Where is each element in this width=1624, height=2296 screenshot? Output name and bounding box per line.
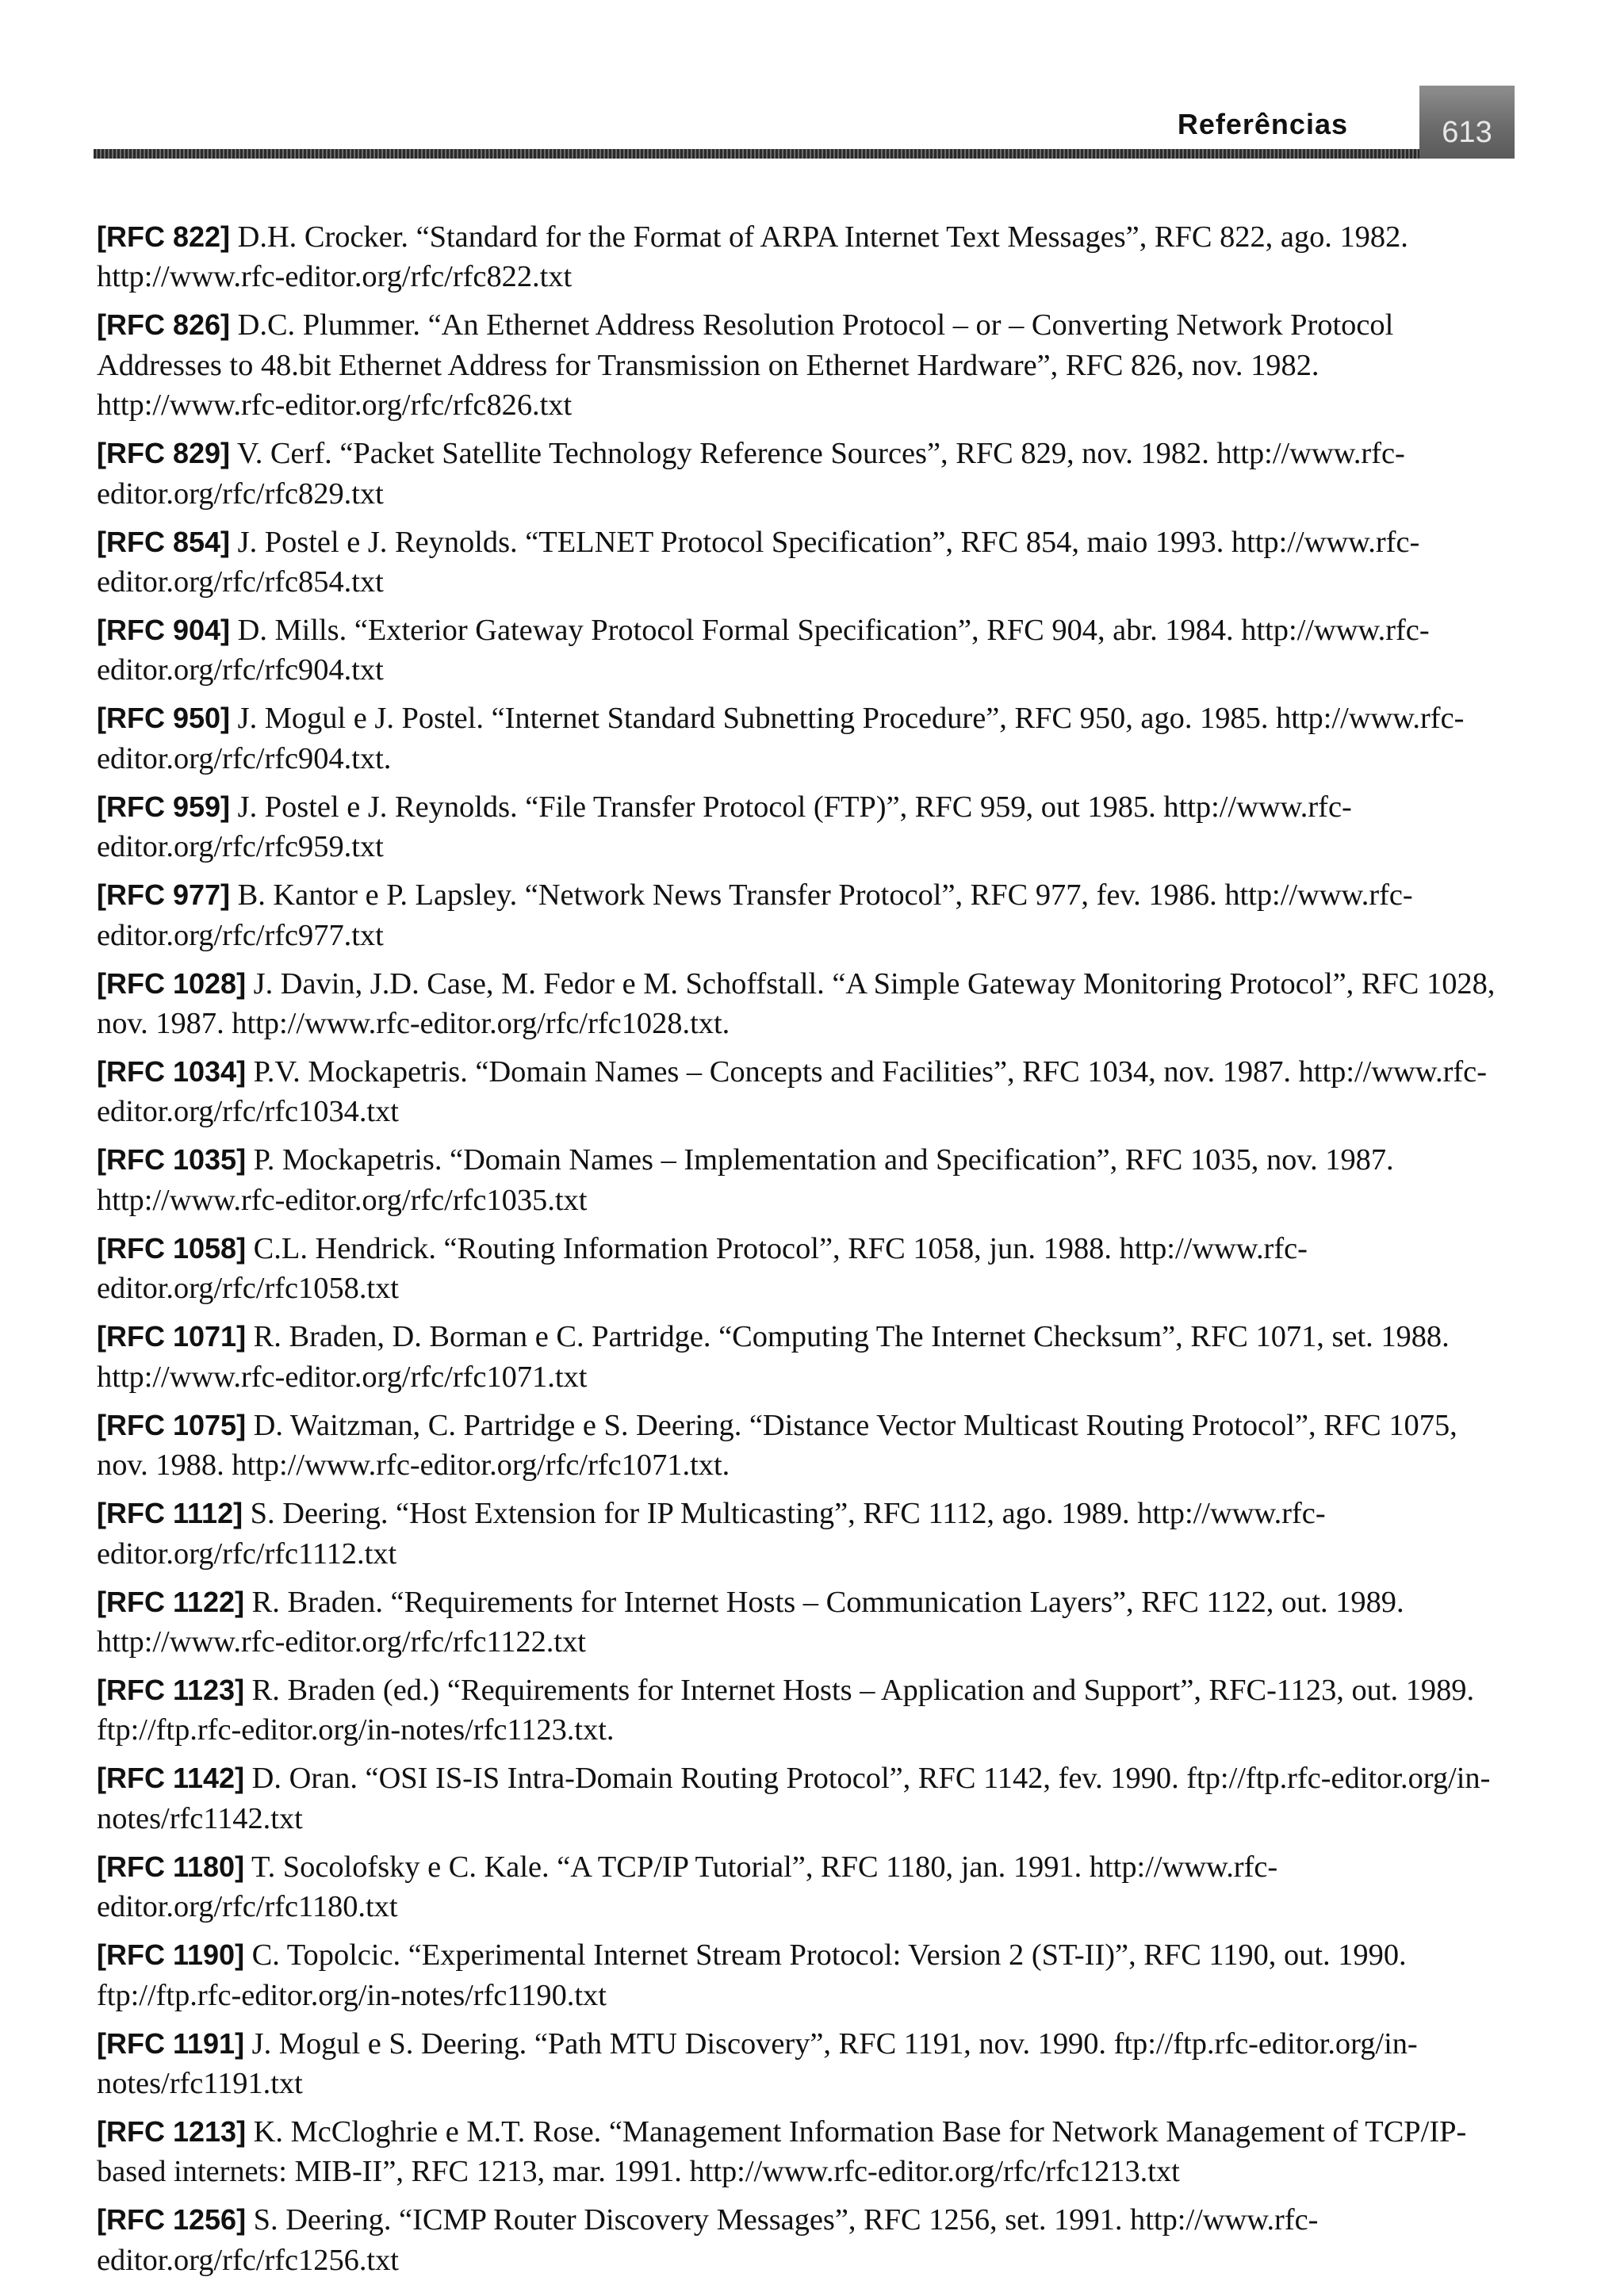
reference-key: [RFC 1213]: [97, 2114, 247, 2148]
reference-entry: [97, 522, 1504, 603]
reference-text: P.V. Mockapetris. “Domain Names – Concepts and Facilities”, RFC 1034, nov. 1987. http://www.rfc-editor.org/rfc/rfc1034.txt: [97, 1055, 1488, 1129]
page-number-tab: [1419, 86, 1515, 159]
reference-entry: [97, 1052, 1504, 1132]
reference-entry: [97, 875, 1504, 955]
running-header: [94, 86, 1515, 159]
reference-entry: [97, 1140, 1504, 1220]
reference-text: J. Mogul e J. Postel. “Internet Standard Subnetting Procedure”, RFC 950, ago. 1985. http://www.rfc-editor.org/rfc/rfc904.txt.: [97, 702, 1465, 775]
reference-entry: [97, 1670, 1504, 1751]
reference-text: D.H. Crocker. “Standard for the Format of ARPA Internet Text Messages”, RFC 822, ago. 1982. http://www.rfc-editor.org/rfc/rfc822.txt: [97, 220, 1408, 294]
reference-key: [RFC 1034]: [97, 1055, 247, 1089]
reference-key: [RFC 1122]: [97, 1585, 245, 1618]
reference-key: [RFC 950]: [97, 702, 231, 735]
reference-text: R. Braden (ed.) “Requirements for Internet Hosts – Application and Support”, RFC-1123, out. 1989. ftp://ftp.rfc-editor.org/in-notes/rfc1123.txt.: [97, 1673, 1475, 1747]
reference-entry: [97, 1758, 1504, 1839]
reference-key: [RFC 1256]: [97, 2203, 247, 2237]
references-list: [97, 217, 1504, 2289]
reference-text: D. Mills. “Exterior Gateway Protocol Formal Specification”, RFC 904, abr. 1984. http://www.rfc-editor.org/rfc/rfc904.txt: [97, 614, 1430, 687]
reference-text: J. Postel e J. Reynolds. “File Transfer Protocol (FTP)”, RFC 959, out 1985. http://www.rfc-editor.org/rfc/rfc959.txt: [97, 790, 1352, 864]
reference-key: [RFC 1142]: [97, 1762, 245, 1795]
reference-key: [RFC 1123]: [97, 1673, 245, 1706]
reference-text: B. Kantor e P. Lapsley. “Network News Transfer Protocol”, RFC 977, fev. 1986. http://www.rfc-editor.org/rfc/rfc977.txt: [97, 878, 1413, 952]
reference-entry: [97, 1317, 1504, 1397]
reference-entry: [97, 434, 1504, 514]
reference-key: [RFC 826]: [97, 308, 231, 342]
reference-key: [RFC 1035]: [97, 1143, 247, 1177]
reference-text: D.C. Plummer. “An Ethernet Address Resolution Protocol – or – Converting Network Protocol Addresses to 48.bit Ethernet Address for Transmission on Ethernet Hardware”, RFC 826, nov. 1982. http://www.rfc-editor.org/rfc/rfc826.txt: [97, 308, 1394, 423]
reference-key: [RFC 854]: [97, 525, 231, 558]
reference-entry: [97, 787, 1504, 867]
reference-text: J. Mogul e S. Deering. “Path MTU Discovery”, RFC 1191, nov. 1990. ftp://ftp.rfc-editor.org/in-notes/rfc1191.txt: [97, 2026, 1418, 2100]
reference-entry: [97, 698, 1504, 779]
reference-text: J. Postel e J. Reynolds. “TELNET Protocol Specification”, RFC 854, maio 1993. http://www.rfc-editor.org/rfc/rfc854.txt: [97, 525, 1420, 599]
reference-key: [RFC 1028]: [97, 966, 247, 1000]
reference-text: D. Waitzman, C. Partridge e S. Deering. “Distance Vector Multicast Routing Protocol”, RFC 1075, nov. 1988. http://www.rfc-editor.org/rfc/rfc1071.txt.: [97, 1408, 1457, 1483]
reference-key: [RFC 1071]: [97, 1320, 247, 1353]
reference-entry: [97, 1935, 1504, 2015]
reference-entry: [97, 1494, 1504, 1574]
reference-entry: [97, 2112, 1504, 2192]
reference-key: [RFC 977]: [97, 878, 231, 912]
reference-text: C.L. Hendrick. “Routing Information Protocol”, RFC 1058, jun. 1988. http://www.rfc-editor.org/rfc/rfc1058.txt: [97, 1231, 1308, 1306]
reference-text: C. Topolcic. “Experimental Internet Stream Protocol: Version 2 (ST-II)”, RFC 1190, out. 1990. ftp://ftp.rfc-editor.org/in-notes/rfc1190.txt: [97, 1938, 1407, 2012]
reference-entry: [97, 610, 1504, 691]
reference-text: K. McCloghrie e M.T. Rose. “Management Information Base for Network Management of TCP/IP-based internets: MIB-II”, RFC 1213, mar. 1991. http://www.rfc-editor.org/rfc/rfc1213.txt: [97, 2114, 1467, 2189]
reference-entry: [97, 1847, 1504, 1927]
reference-key: [RFC 1058]: [97, 1231, 247, 1265]
reference-key: [RFC 1190]: [97, 1938, 245, 1972]
reference-key: [RFC 1075]: [97, 1408, 247, 1441]
reference-key: [RFC 959]: [97, 790, 231, 823]
reference-text: J. Davin, J.D. Case, M. Fedor e M. Schoffstall. “A Simple Gateway Monitoring Protocol”, RFC 1028, nov. 1987. http://www.rfc-editor.org/rfc/rfc1028.txt.: [97, 966, 1496, 1041]
page-number: 613: [1442, 116, 1492, 149]
reference-text: T. Socolofsky e C. Kale. “A TCP/IP Tutorial”, RFC 1180, jan. 1991. http://www.rfc-editor.org/rfc/rfc1180.txt: [97, 1850, 1278, 1924]
reference-entry: [97, 964, 1504, 1044]
reference-text: V. Cerf. “Packet Satellite Technology Reference Sources”, RFC 829, nov. 1982. http://www.rfc-editor.org/rfc/rfc829.txt: [97, 437, 1405, 511]
reference-text: D. Oran. “OSI IS-IS Intra-Domain Routing Protocol”, RFC 1142, fev. 1990. ftp://ftp.rfc-editor.org/in-notes/rfc1142.txt: [97, 1762, 1491, 1835]
reference-entry: [97, 2200, 1504, 2280]
reference-text: R. Braden. “Requirements for Internet Hosts – Communication Layers”, RFC 1122, out. 1989. http://www.rfc-editor.org/rfc/rfc1122.txt: [97, 1585, 1404, 1659]
reference-text: R. Braden, D. Borman e C. Partridge. “Computing The Internet Checksum”, RFC 1071, set. 1988. http://www.rfc-editor.org/rfc/rfc1071.txt: [97, 1320, 1450, 1394]
reference-entry: [97, 217, 1504, 297]
reference-key: [RFC 904]: [97, 614, 231, 647]
header-rule: [94, 149, 1426, 159]
reference-entry: [97, 1582, 1504, 1663]
reference-key: [RFC 829]: [97, 437, 231, 470]
reference-entry: [97, 305, 1504, 425]
reference-entry: [97, 1229, 1504, 1309]
reference-key: [RFC 1112]: [97, 1497, 243, 1530]
running-header-title: Referências: [1177, 108, 1348, 140]
reference-entry: [97, 1406, 1504, 1486]
reference-key: [RFC 1180]: [97, 1850, 245, 1883]
reference-text: S. Deering. “ICMP Router Discovery Messages”, RFC 1256, set. 1991. http://www.rfc-editor.org/rfc/rfc1256.txt: [97, 2203, 1319, 2277]
reference-text: S. Deering. “Host Extension for IP Multicasting”, RFC 1112, ago. 1989. http://www.rfc-editor.org/rfc/rfc1112.txt: [97, 1497, 1326, 1571]
reference-entry: [97, 2024, 1504, 2104]
reference-text: P. Mockapetris. “Domain Names – Implementation and Specification”, RFC 1035, nov. 1987. http://www.rfc-editor.org/rfc/rfc1035.txt: [97, 1143, 1394, 1217]
reference-key: [RFC 822]: [97, 220, 231, 253]
reference-key: [RFC 1191]: [97, 2026, 245, 2060]
